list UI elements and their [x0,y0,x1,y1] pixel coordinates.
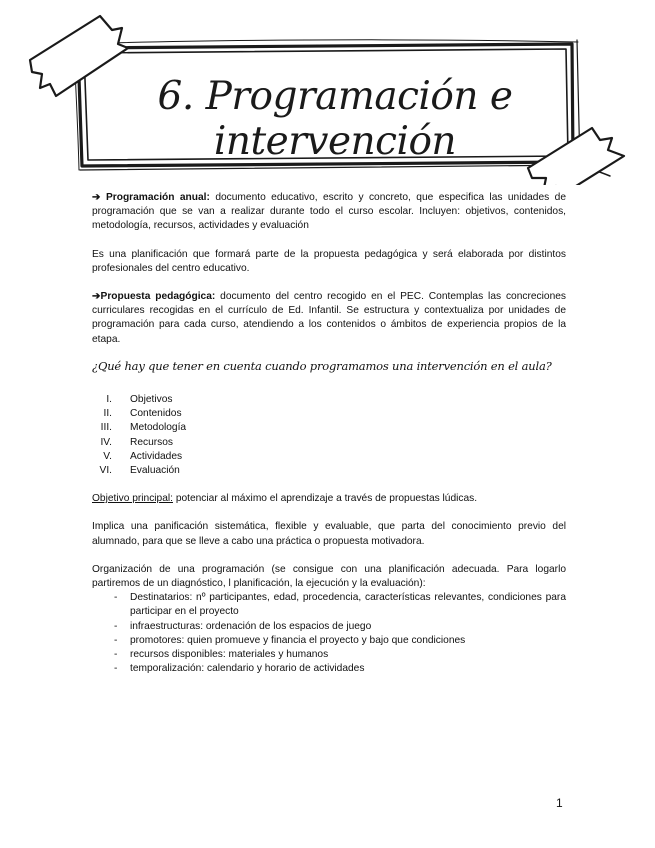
paragraph-organizacion: Organización de una programación (se consigue con una planificación adecuada. Para logarlo partiremos de un diagnóstico, l planificación, la ejecución y la evaluación): [92,563,566,590]
list-item: - Destinatarios: nº participantes, edad, procedencia, características relevantes, condiciones para participar en el proyecto [114,592,566,618]
paragraph-objetivo-principal [92,492,566,506]
paragraph-planificacion: Es una planificación que formará parte de la propuesta pedagógica y será elaborada por distintos profesionales del centro educativo. [92,248,566,274]
term-propuesta-pedagogica: Propuesta pedagógica: [100,291,216,303]
term-programacion-anual: Programación anual: [105,192,210,203]
roman-list [92,393,566,478]
list-item: II. Contenidos [103,408,182,420]
list-item: I. Objetivos [106,394,173,406]
paragraph-panificacion: Implica una panificación sistemática, flexible y evaluable, que parta del conocimiento previo del alumnado, para que se lleve a cabo una práctica o propuesta motivadora. [92,521,566,547]
list-item: - temporalización: calendario y horario de actividades [114,663,365,675]
page-number: 1 [556,796,563,810]
text-objetivo-principal: potenciar al máximo el aprendizaje a través de propuestas lúdicas. [172,493,478,505]
paragraph-propuesta-pedagogica [92,290,566,347]
dash-list [92,591,566,676]
document-body [92,191,566,676]
list-item: IV. Recursos [100,436,174,448]
section-question: ¿Qué hay que tener en cuenta cuando programamos una intervención en el aula? [92,358,552,373]
list-item: - infraestructuras: ordenación de los espacios de juego [114,620,372,632]
definition-propuesta-pedagogica: documento del centro recogido en el PEC. Contemplas las concreciones curriculares recogidas en el currículo de Ed. Infantil. Se estructura y contextualiza por unidades de programación para cada curso, atendiendo a los contenidos o ámbitos de experiencia propios de la etapa. [92,291,566,345]
list-item: VI. Evaluación [99,465,180,477]
list-item: III. Metodología [100,422,187,434]
list-item: V. Actividades [103,450,183,462]
label-objetivo-principal: Objetivo principal: [92,493,173,505]
page-title: 6. Programación e intervención [157,74,513,164]
arrow-icon: ➔ [92,291,101,303]
list-item: - recursos disponibles: materiales y humanos [114,649,329,661]
definition-programacion-anual: documento educativo, escrito y concreto, que especifica las unidades de programación que se van a realizar durante todo el curso escolar. Incluyen: objetivos, contenidos, metodología, recursos, actividades y evaluación [92,192,566,232]
paragraph-programacion-anual [92,191,566,234]
title-banner [0,0,655,185]
arrow-icon: ➔ [92,192,106,203]
list-item: - promotores: quien promueve y financia el proyecto y bajo que condiciones [114,634,466,646]
